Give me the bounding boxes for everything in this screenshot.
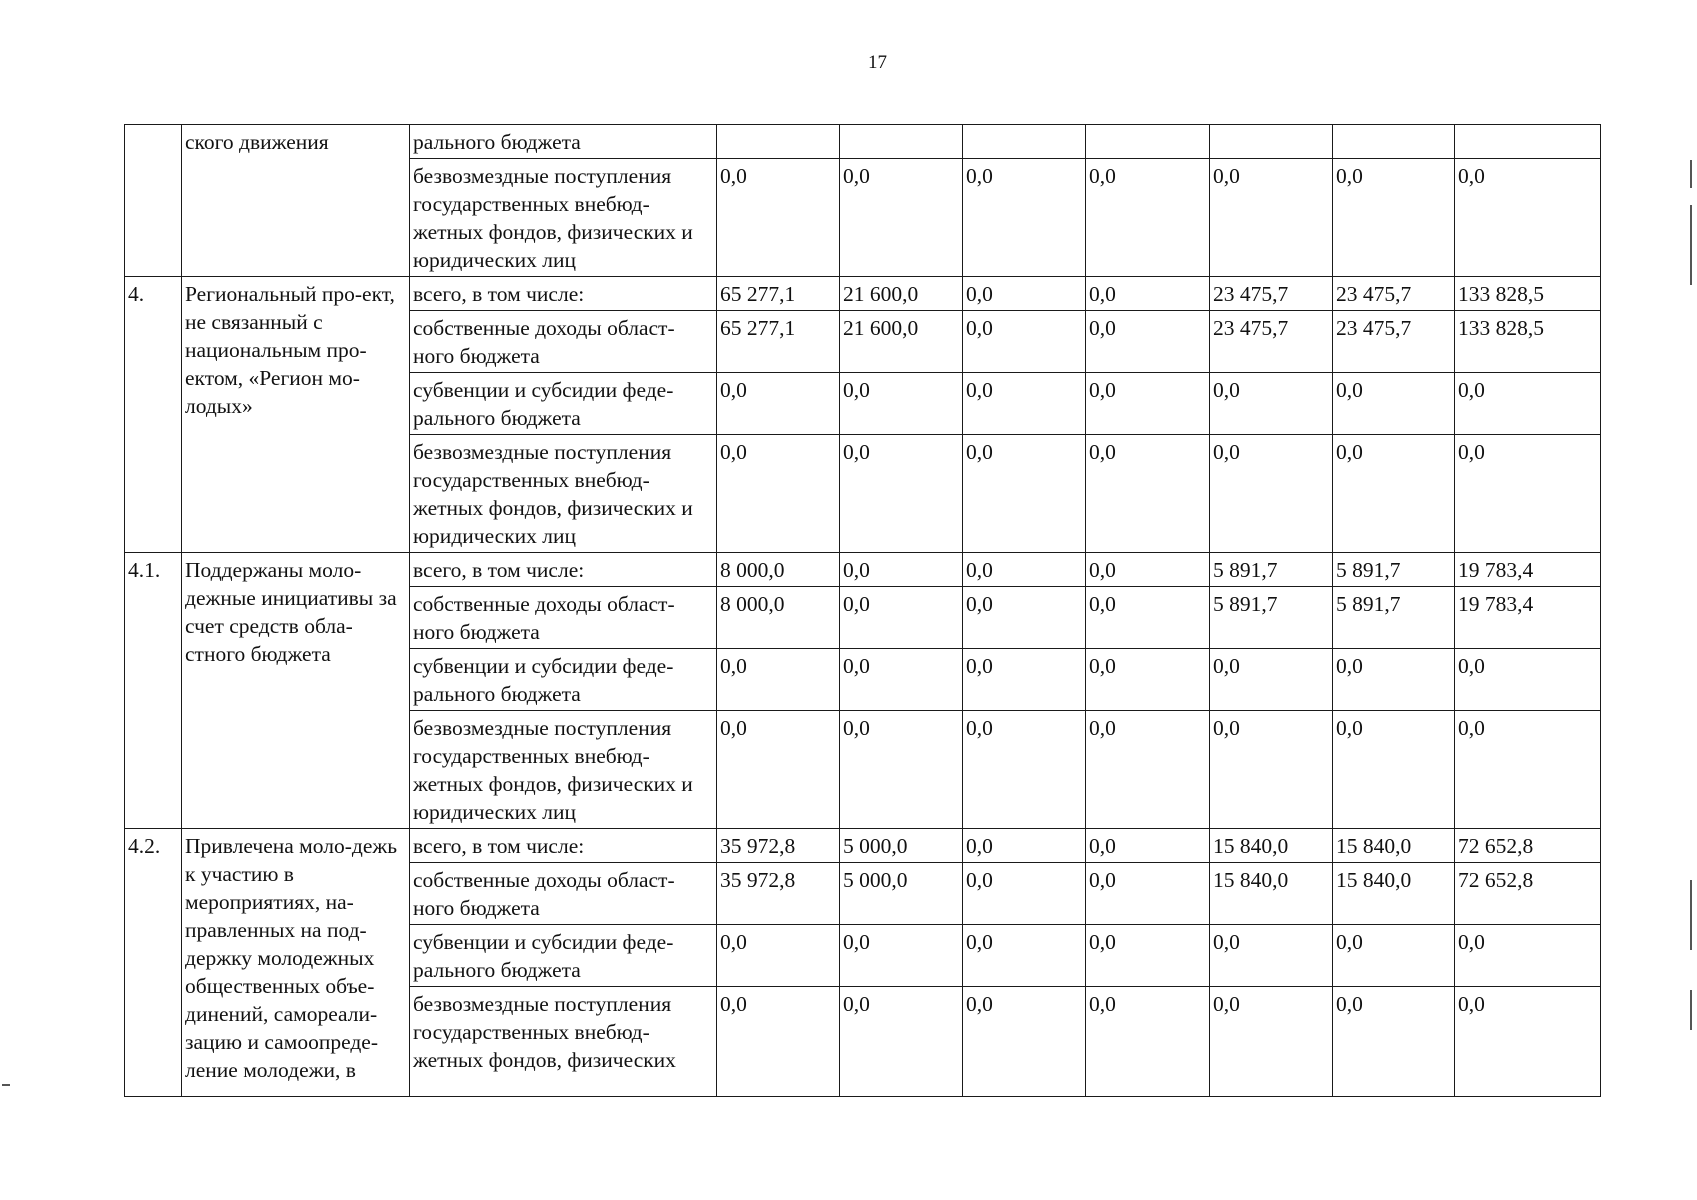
amount-cell: 0,0 xyxy=(1086,863,1210,925)
amount-cell: 0,0 xyxy=(1086,829,1210,863)
amount-cell: 0,0 xyxy=(717,159,840,277)
amount-cell: 0,0 xyxy=(1455,987,1601,1097)
amount-cell: 0,0 xyxy=(1333,159,1455,277)
amount-cell: 0,0 xyxy=(963,987,1086,1097)
amount-cell: 23 475,7 xyxy=(1333,277,1455,311)
amount-cell: 0,0 xyxy=(840,553,963,587)
scan-edge-mark xyxy=(2,1084,10,1086)
amount-cell: 19 783,4 xyxy=(1455,553,1601,587)
amount-cell xyxy=(1086,125,1210,159)
amount-cell: 0,0 xyxy=(963,311,1086,373)
amount-cell: 15 840,0 xyxy=(1210,829,1333,863)
item-number-cell: 4.1. xyxy=(125,553,182,829)
budget-table xyxy=(124,124,1601,1097)
amount-cell: 0,0 xyxy=(1333,373,1455,435)
funding-source-cell: всего, в том числе: xyxy=(410,277,717,311)
item-name-cell: Поддержаны моло-дежные инициативы за счет средств обла-стного бюджета xyxy=(182,553,410,829)
funding-source-cell: субвенции и субсидии феде-рального бюджета xyxy=(410,373,717,435)
amount-cell: 0,0 xyxy=(1086,159,1210,277)
item-name-cell: ского движения xyxy=(182,125,410,277)
amount-cell: 5 000,0 xyxy=(840,863,963,925)
amount-cell: 0,0 xyxy=(1210,159,1333,277)
scan-edge-mark xyxy=(1690,205,1692,285)
amount-cell: 0,0 xyxy=(1210,649,1333,711)
item-number-cell: 4.2. xyxy=(125,829,182,1097)
amount-cell: 0,0 xyxy=(963,829,1086,863)
amount-cell: 0,0 xyxy=(1210,987,1333,1097)
amount-cell: 0,0 xyxy=(840,587,963,649)
table-row xyxy=(125,125,1601,159)
item-name-cell: Региональный про-ект, не связанный с национальным про-ектом, «Регион мо-лодых» xyxy=(182,277,410,553)
amount-cell: 65 277,1 xyxy=(717,277,840,311)
amount-cell: 0,0 xyxy=(1455,159,1601,277)
table-row xyxy=(125,829,1601,863)
amount-cell: 5 000,0 xyxy=(840,829,963,863)
amount-cell: 72 652,8 xyxy=(1455,863,1601,925)
amount-cell: 0,0 xyxy=(840,649,963,711)
amount-cell: 0,0 xyxy=(963,925,1086,987)
amount-cell: 5 891,7 xyxy=(1210,587,1333,649)
amount-cell: 0,0 xyxy=(717,925,840,987)
amount-cell xyxy=(1333,125,1455,159)
amount-cell xyxy=(1210,125,1333,159)
amount-cell: 0,0 xyxy=(1455,435,1601,553)
funding-source-cell: безвозмездные поступления государственных внебюд-жетных фондов, физических и юридических лиц xyxy=(410,711,717,829)
page-number: 17 xyxy=(868,52,887,73)
amount-cell: 0,0 xyxy=(963,435,1086,553)
table-row xyxy=(125,277,1601,311)
amount-cell: 65 277,1 xyxy=(717,311,840,373)
table-row xyxy=(125,553,1601,587)
amount-cell: 72 652,8 xyxy=(1455,829,1601,863)
amount-cell: 0,0 xyxy=(840,159,963,277)
amount-cell: 0,0 xyxy=(1086,435,1210,553)
amount-cell: 0,0 xyxy=(717,987,840,1097)
amount-cell: 0,0 xyxy=(840,987,963,1097)
amount-cell: 0,0 xyxy=(963,277,1086,311)
amount-cell: 0,0 xyxy=(717,373,840,435)
amount-cell: 21 600,0 xyxy=(840,277,963,311)
item-name-cell: Привлечена моло-дежь к участию в мероприятиях, на-правленных на под-держку молодежных общественных объе-динений, самореали-зацию и самоопреде-ление молодежи, в xyxy=(182,829,410,1097)
amount-cell: 0,0 xyxy=(1210,711,1333,829)
amount-cell xyxy=(1455,125,1601,159)
amount-cell: 5 891,7 xyxy=(1210,553,1333,587)
amount-cell: 0,0 xyxy=(1086,925,1210,987)
funding-source-cell: безвозмездные поступления государственных внебюд-жетных фондов, физических и юридических лиц xyxy=(410,435,717,553)
amount-cell: 0,0 xyxy=(963,373,1086,435)
amount-cell: 23 475,7 xyxy=(1333,311,1455,373)
amount-cell: 0,0 xyxy=(1210,435,1333,553)
amount-cell: 0,0 xyxy=(840,925,963,987)
funding-source-cell: собственные доходы област-ного бюджета xyxy=(410,311,717,373)
amount-cell: 35 972,8 xyxy=(717,829,840,863)
scan-edge-mark xyxy=(1690,160,1692,188)
funding-source-cell: безвозмездные поступления государственных внебюд-жетных фондов, физических xyxy=(410,987,717,1097)
item-number-cell xyxy=(125,125,182,277)
amount-cell: 0,0 xyxy=(1333,987,1455,1097)
funding-source-cell: всего, в том числе: xyxy=(410,829,717,863)
amount-cell: 133 828,5 xyxy=(1455,277,1601,311)
funding-source-cell: безвозмездные поступления государственных внебюд-жетных фондов, физических и юридических лиц xyxy=(410,159,717,277)
amount-cell: 0,0 xyxy=(963,649,1086,711)
amount-cell xyxy=(840,125,963,159)
amount-cell: 21 600,0 xyxy=(840,311,963,373)
amount-cell: 35 972,8 xyxy=(717,863,840,925)
amount-cell: 0,0 xyxy=(1210,373,1333,435)
amount-cell: 0,0 xyxy=(1333,649,1455,711)
scan-edge-mark xyxy=(1690,880,1692,950)
amount-cell xyxy=(717,125,840,159)
amount-cell: 0,0 xyxy=(1086,277,1210,311)
funding-source-cell: субвенции и субсидии феде-рального бюджета xyxy=(410,649,717,711)
scan-edge-mark xyxy=(1690,990,1692,1030)
funding-source-cell: собственные доходы област-ного бюджета xyxy=(410,863,717,925)
amount-cell: 0,0 xyxy=(963,587,1086,649)
item-number-cell: 4. xyxy=(125,277,182,553)
amount-cell: 5 891,7 xyxy=(1333,587,1455,649)
amount-cell: 23 475,7 xyxy=(1210,277,1333,311)
amount-cell: 0,0 xyxy=(1455,373,1601,435)
amount-cell: 0,0 xyxy=(717,435,840,553)
amount-cell: 0,0 xyxy=(1086,987,1210,1097)
amount-cell: 0,0 xyxy=(1086,649,1210,711)
funding-source-cell: рального бюджета xyxy=(410,125,717,159)
table-body xyxy=(125,125,1601,1097)
amount-cell: 23 475,7 xyxy=(1210,311,1333,373)
amount-cell: 5 891,7 xyxy=(1333,553,1455,587)
amount-cell: 0,0 xyxy=(963,553,1086,587)
amount-cell: 0,0 xyxy=(1086,587,1210,649)
amount-cell: 19 783,4 xyxy=(1455,587,1601,649)
amount-cell: 0,0 xyxy=(963,159,1086,277)
amount-cell: 0,0 xyxy=(1210,925,1333,987)
amount-cell: 0,0 xyxy=(963,863,1086,925)
amount-cell: 0,0 xyxy=(1455,649,1601,711)
amount-cell: 8 000,0 xyxy=(717,587,840,649)
amount-cell: 0,0 xyxy=(1086,373,1210,435)
amount-cell: 15 840,0 xyxy=(1333,863,1455,925)
amount-cell: 0,0 xyxy=(1455,925,1601,987)
amount-cell: 0,0 xyxy=(717,711,840,829)
funding-source-cell: всего, в том числе: xyxy=(410,553,717,587)
amount-cell: 0,0 xyxy=(1333,925,1455,987)
funding-source-cell: собственные доходы област-ного бюджета xyxy=(410,587,717,649)
amount-cell: 0,0 xyxy=(1333,435,1455,553)
amount-cell: 133 828,5 xyxy=(1455,311,1601,373)
amount-cell: 0,0 xyxy=(1086,311,1210,373)
amount-cell xyxy=(963,125,1086,159)
amount-cell: 15 840,0 xyxy=(1333,829,1455,863)
amount-cell: 8 000,0 xyxy=(717,553,840,587)
amount-cell: 0,0 xyxy=(840,373,963,435)
amount-cell: 0,0 xyxy=(840,711,963,829)
funding-source-cell: субвенции и субсидии феде-рального бюджета xyxy=(410,925,717,987)
amount-cell: 0,0 xyxy=(717,649,840,711)
amount-cell: 0,0 xyxy=(1455,711,1601,829)
amount-cell: 0,0 xyxy=(1333,711,1455,829)
amount-cell: 0,0 xyxy=(963,711,1086,829)
amount-cell: 0,0 xyxy=(1086,711,1210,829)
amount-cell: 0,0 xyxy=(840,435,963,553)
amount-cell: 15 840,0 xyxy=(1210,863,1333,925)
amount-cell: 0,0 xyxy=(1086,553,1210,587)
